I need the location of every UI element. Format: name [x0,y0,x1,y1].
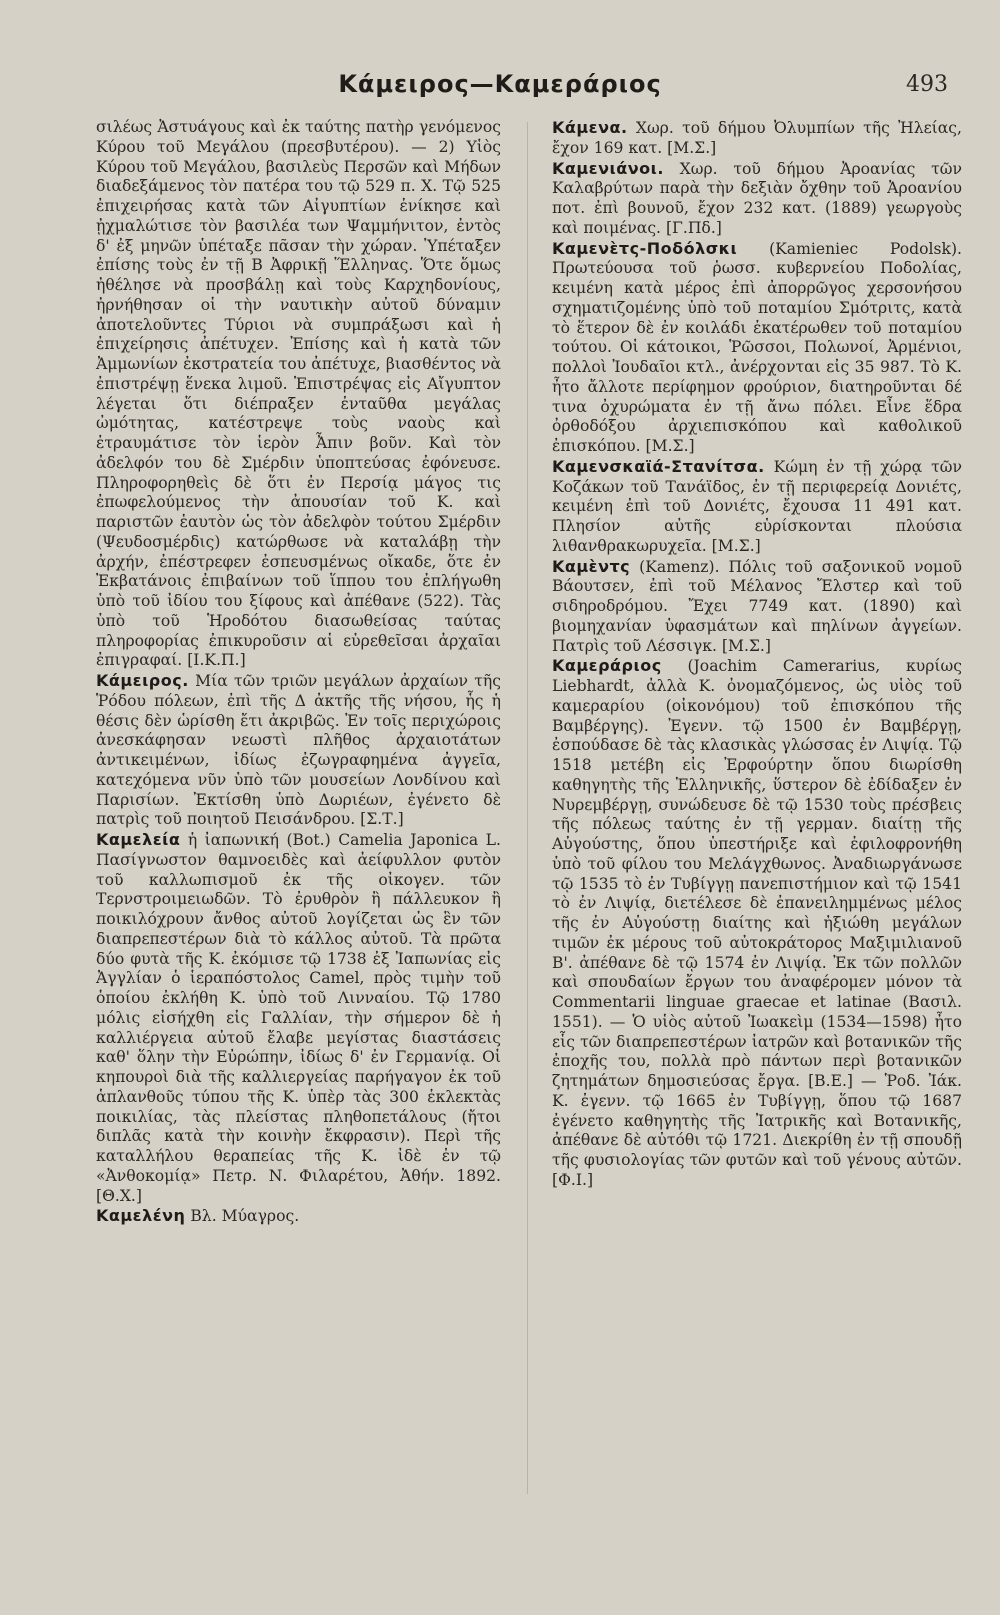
entry-text: Χωρ. τοῦ δήμου Ὀλυμπίων τῆς Ἠλείας, ἔχον 169 κατ. [Μ.Σ.] [552,119,962,157]
entry-headword: Καμελεία [96,830,181,849]
entry-headword: Καμὲντς [552,556,631,576]
entry-headword: Καμελένη [96,1206,186,1226]
left-column [96,118,501,1227]
entry-kamenianoi [552,159,962,239]
entry-text: Κώμη ἐν τῇ χώρᾳ τῶν Κοζάκων τοῦ Τανάϊδος, ἐν τῇ περιφερείᾳ Δονιέτς, κειμένη ἐπὶ τοῦ Δονιέτς, ἔχουσα 11 491 κατ. Πλησίον αὐτῆς εὑρίσκονται πλούσια λιθανθρακωρυχεῖα. [Μ.Σ.] [552,457,962,555]
entry-headword: Καμενσκαϊά-Στανίτσα. [552,456,765,476]
entry-headword: Καμενιάνοι. [552,158,664,178]
entry-headword: Καμενὲτς-Ποδόλσκι [552,238,738,258]
entry-headword: Καμεράριος [552,656,662,676]
entry-kambyses-continued [96,118,501,671]
running-head [0,70,1000,106]
entry-text: (Kamieniec Podolsk). Πρωτεύουσα τοῦ ῥωσσ. κυβερνείου Ποδολίας, κειμένη κατὰ μέρος ἐπὶ ἀπορρῶγος χερσονήσου σχηματιζομένης ὑπὸ τοῦ ποταμίου Σμότριτς, κατὰ τὸ ἕτερον δὲ ἐν κοιλάδι ἐκατέρωθεν τοῦ ποταμίου τούτου. Οἱ κάτοικοι, Ῥῶσσοι, Πολωνοί, Ἀρμένιοι, πολλοὶ Ἰουδαῖοι κτλ., ἀνέρχονται εἰς 35 987. Τὸ Κ. ἦτο ἄλλοτε περίφημον φρούριον, διατηροῦνται δέ τινα ὀχυρώματα ἐν τῇ ἄνω πόλει. Εἶνε ἕδρα ὀρθοδόξου ἀρχιεπισκόπου καὶ καθολικοῦ ἐπισκόπου. [Μ.Σ.] [552,239,962,455]
entry-text: σιλέως Ἀστυάγους καὶ ἐκ ταύτης πατὴρ γενόμενος Κύρου τοῦ Μεγάλου (πρεσβυτέρου). — 2) Υἱὸς Κύρου τοῦ Μεγάλου, βασιλεὺς Περσῶν καὶ Μήδων διαδεξάμενος τὸν πατέρα του τῷ 529 π. Χ. Τῷ 525 ἐπιχειρήσας κατὰ τῶν Αἰγυπτίων ἐνίκησε καὶ ᾐχμαλώτισε τὸν βασιλέα των Ψαμμήνιτον, ἐντὸς δ' ἐξ μηνῶν ὑπέταξε πᾶσαν τὴν χώραν. Ὑπέταξεν ἐπίσης τοὺς ἐν τῇ Β Ἀφρικῇ Ἕλληνας. Ὅτε ὅμως ἠθέλησε νὰ προσβάλῃ καὶ τοὺς Καρχηδονίους, ἠρνήθησαν οἱ τὴν ναυτικὴν αὐτοῦ δύναμιν ἀποτελοῦντες Τύριοι νὰ συμπράξωσι καὶ ἡ ἐπιχείρησις ἀπέτυχεν. Ἐπίσης καὶ ἡ κατὰ τῶν Ἀμμωνίων ἐκστρατεία του ἀπέτυχε, βιασθέντος νὰ ἐπιστρέψῃ ἕνεκα λιμοῦ. Ἐπιστρέψας εἰς Αἴγυπτον λέγεται ὅτι διέπραξεν ἐνταῦθα μεγάλας ὠμότητας, κατέστρεψε τοὺς ναοὺς καὶ ἐτραυμάτισε τὸν ἱερὸν Ἆπιν βοῦν. Καὶ τὸν ἀδελφόν του δὲ Σμέρδιν ὑποπτεύσας ἐφόνευσε. Πληροφορηθεὶς δὲ ὅτι ἐν Περσίᾳ μάγος τις ἐπωφελούμενος τὴν ἀπουσίαν τοῦ Κ. καὶ παριστῶν ἑαυτὸν ὡς τὸν ἀδελφὸν τούτου Σμέρδιν (Ψευδοσμέρδις) κατώρθωσε νὰ καταλάβῃ τὴν ἀρχήν, ἐπέστρεφεν ἐσπευσμένως οἴκαδε, ὅτε ἐν Ἐκβατάνοις ἐπιβαίνων τοῦ ἵππου του ἐπλήγωθη ὑπὸ τοῦ ἰδίου του ξίφους καὶ ἀπέθανε (522). Τὰς ὑπὸ τοῦ Ἡροδότου διασωθείσας ταύτας πληροφορίας ἐπικυροῦσιν αἱ εὑρεθεῖσαι ἀρχαῖαι ἐπιγραφαί. [Ι.Κ.Π.] [96,118,501,670]
entry-text: ἡ ἰαπωνική (Bot.) Camelia Japonica L. Πασίγνωστον θαμνοειδὲς καὶ ἀείφυλλον φυτὸν τοῦ καλλωπισμοῦ ἐκ τῆς οἰκογεν. τῶν Τερνστροιμειωδῶν. Τὸ ἐρυθρὸν ἢ πάλλευκον ἢ ποικιλόχρουν ἄνθος αὐτοῦ λογίζεται ὡς ἓν τῶν διαπρεπεστέρων διὰ τὸ κάλλος αὐτοῦ. Τὰ πρῶτα δύο φυτὰ τῆς Κ. ἐκόμισε τῷ 1738 ἐξ Ἰαπωνίας εἰς Ἀγγλίαν ὁ ἱεραπόστολος Camel, πρὸς τιμὴν τοῦ ὁποίου ἐκλήθη Κ. ὑπὸ τοῦ Λινναίου. Τῷ 1780 μόλις εἰσήχθη εἰς Γαλλίαν, τὴν σήμερον δὲ ἡ καλλιέργεια αὐτοῦ ἔλαβε μεγίστας διαστάσεις καθ' ὅλην τὴν Εὐρώπην, ἰδίως δ' ἐν Γερμανίᾳ. Οἱ κηπουροὶ διὰ τῆς καλλιεργείας παρήγαγον ἐκ τοῦ ἁπλανθοῦς τύπου τῆς Κ. ὑπὲρ τὰς 300 ἐκλεκτὰς ποικιλίας, τὰς πλείστας πληθοπετάλους (ἤτοι διπλᾶς κατὰ τὴν κοινὴν ἔκφρασιν). Περὶ τῆς καταλλήλου θεραπείας τῆς Κ. ἰδὲ ἐν τῷ «Ἀνθοκομίᾳ» Πετρ. Ν. Φιλαρέτου, Ἀθήν. 1892. [Θ.Χ.] [96,831,501,1205]
page-title: Κάμειρος—Καμεράριος [338,70,662,98]
entry-kamena [552,118,962,159]
entry-kamenets-podolski [552,239,962,457]
entry-kamenz [552,557,962,657]
entry-headword: Κάμειρος. [96,671,189,690]
entry-text: (Kamenz). Πόλις τοῦ σαξονικοῦ νομοῦ Βάουτσεν, ἐπὶ τοῦ Μέλανος Ἔλστερ καὶ τοῦ σιδηροδρόμου. Ἔχει 7749 κατ. (1890) καὶ βιομηχανίαν ὑφασμάτων καὶ πηλίνων ἀγγείων. Πατρὶς τοῦ Λέσσιγκ. [Μ.Σ.] [552,557,962,655]
entry-kamelene [96,1206,501,1227]
entry-text: Χωρ. τοῦ δήμου Ἀροανίας τῶν Καλαβρύτων παρὰ τὴν δεξιὰν ὄχθην τοῦ Ἀροανίου ποτ. ἐπὶ βουνοῦ, ἔχον 232 κατ. (1889) γεωργοὺς καὶ ποιμένας. [Γ.Πδ.] [552,159,962,237]
entry-kamenskaia-stanitsa [552,457,962,557]
entry-text: Μία τῶν τριῶν μεγάλων ἀρχαίων τῆς Ῥόδου πόλεων, ἐπὶ τῆς Δ ἀκτῆς τῆς νήσου, ἧς ἡ θέσις δὲν ὡρίσθη ἔτι ἀκριβῶς. Ἐν τοῖς περιχώροις ἀνεσκάφησαν νεωστὶ πλῆθος ἀρχαιοτάτων ἀντικειμένων, ἰδίως ἐζωγραφημένα ἀγγεῖα, κατεχόμενα νῦν ὑπὸ τῶν μουσείων Λονδίνου καὶ Παρισίων. Ἐκτίσθη ὑπὸ Δωριέων, ἐγένετο δὲ πατρὶς τοῦ ποιητοῦ Πεισάνδρου. [Σ.Τ.] [96,672,501,829]
entry-text: Βλ. Μύαγρος. [185,1207,300,1226]
entry-text: (Joachim Camerarius, κυρίως Liebhardt, ἀλλὰ Κ. ὀνομαζόμενος, ὡς υἱὸς τοῦ καμεραρίου (οἰκονόμου) τοῦ ἐπισκόπου τῆς Βαμβέργης). Ἐγενν. τῷ 1500 ἐν Βαμβέργῃ, ἐσπούδασε δὲ τὰς κλασικὰς γλώσσας ἐν Λιψίᾳ. Τῷ 1518 μετέβη εἰς Ἐρφούρτην ὅπου διωρίσθη καθηγητὴς τῆς Ἑλληνικῆς, ὕστερον δὲ ἐδίδαξεν ἐν Νυρεμβέργῃ, συνώδευσε δὲ τῷ 1530 τοὺς πρέσβεις τῆς πόλεως ταύτης ἐν τῇ γερμαν. διαίτῃ τῆς Αὐγούστης, ὅπου ὑπεστήριξε καὶ ἐφιλοφρονήθη ὑπὸ τοῦ φίλου του Μελάγχθωνος. Ἀναδιωργάνωσε τῷ 1535 τὸ ἐν Τυβίγγῃ πανεπιστήμιον καὶ τῷ 1541 τὸ ἐν Λιψίᾳ, διετέλεσε δὲ ἐπανειλημμένως μέλος τῆς ἐν Αὐγούστῃ διαίτης καὶ ἠξιώθη μεγάλων τιμῶν ἐκ μέρους τοῦ αὐτοκράτορος Μαξιμιλιανοῦ Β'. ἀπέθανε δὲ τῷ 1574 ἐν Λιψίᾳ. Ἐκ τῶν πολλῶν καὶ σπουδαίων ἔργων του ἀναφέρομεν μόνον τὰ Commentarii linguae graecae et latinae (Βασιλ. 1551). — Ὁ υἱὸς αὐτοῦ Ἰωακεὶμ (1534—1598) ἦτο εἷς τῶν διαπρεπεστέρων ἰατρῶν καὶ βοτανικῶν τῆς ἐποχῆς του, πολλὰ πρὸ πάντων περὶ βοτανικῶν ζητημάτων δημοσιεύσας ἔργα. [Β.Ε.] — Ῥοδ. Ἰάκ. Κ. ἐγενν. τῷ 1665 ἐν Τυβίγγῃ, ὅπου τῷ 1687 ἐγένετο καθηγητὴς τῆς Ἰατρικῆς καὶ Βοτανικῆς, ἀπέθανε δὲ αὐτόθι τῷ 1721. Διεκρίθη ἐν τῇ σπουδῇ τῆς φυσιολογίας τῶν φυτῶν καὶ τοῦ γένους αὐτῶν. [Φ.Ι.] [552,657,962,1189]
entry-headword: Κάμενα. [552,118,628,137]
column-divider [527,122,528,1494]
page-number: 493 [906,72,948,97]
right-column [552,118,962,1191]
entry-kamerarios [552,656,962,1190]
entry-kameleia [96,830,501,1206]
entry-kameiros [96,671,501,830]
